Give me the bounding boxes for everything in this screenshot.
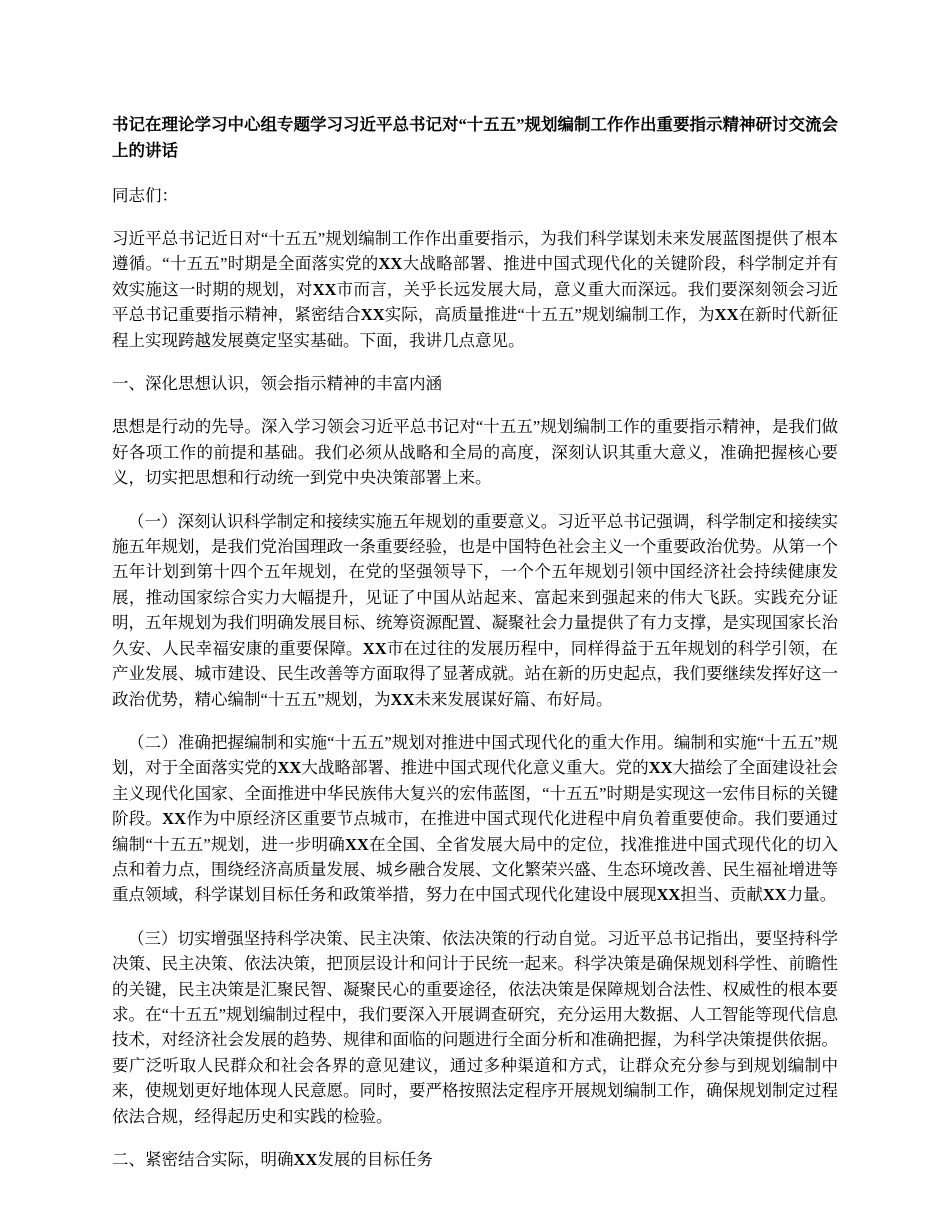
emphasis-token: XX (656, 885, 681, 905)
emphasis-token: XX (762, 885, 787, 905)
document-body (112, 226, 838, 1172)
emphasis-token: XX (162, 809, 186, 829)
emphasis-token: XX (648, 758, 673, 778)
page-title: 书记在理论学习中心组专题学习习近平总书记对“十五五”规划编制工作作出重要指示精神研讨交流会上的讲话 (112, 115, 838, 160)
emphasis-token: XX (378, 254, 403, 274)
emphasis-token: XX (312, 279, 337, 299)
salutation: 同志们： (112, 186, 178, 205)
section-heading: 二、紧密结合实际，明确XX发展的目标任务 (112, 1150, 433, 1169)
body-paragraph: （一）深刻认识科学制定和接续实施五年规划的重要意义。习近平总书记强调，科学制定和接续实施五年规划，是我们党治国理政一条重要经验，也是中国特色社会主义一个重要政治优势。从第一个五年计划到第十四个五年规划，在党的坚强领导下，一个个五年规划引领中国经济社会持续健康发展，推动国家综合实力大幅提升，见证了中国从站起来、富起来到强起来的伟大飞跃。实践充分证明，五年规划为我们明确发展目标、统筹资源配置、凝聚社会力量提供了有力支撑，是实现国家长治久安、人民幸福安康的重要保障。XX市在过往的发展历程中，同样得益于五年规划的科学引领，在产业发展、城市建设、民生改善等方面取得了显著成就。站在新的历史起点，我们要继续发挥好这一政治优势，精心编制“十五五”规划，为XX未来发展谋好篇、布好局。 (112, 511, 839, 709)
body-paragraph: （三）切实增强坚持科学决策、民主决策、依法决策的行动自觉。习近平总书记指出，要坚持科学决策、民主决策、依法决策，把顶层设计和问计于民统一起来。科学决策是确保规划科学性、前瞻性的关键，民主决策是汇聚民智、凝聚民心的重要途径，依法决策是保障规划合法性、权威性的根本要求。在“十五五”规划编制过程中，我们要深入开展调查研究，充分运用大数据、人工智能等现代信息技术，对经济社会发展的趋势、规律和面临的问题进行全面分析和准确把握，为科学决策提供依据。要广泛听取人民群众和社会各界的意见建议，通过多种渠道和方式，让群众充分参与到规划编制中来，使规划更好地体现人民意愿。同时，要严格按照法定程序开展规划编制工作，确保规划制定过程依法合规，经得起历史和实践的检验。 (112, 928, 838, 1126)
section-heading: 一、深化思想认识，领会指示精神的丰富内涵 (112, 374, 442, 394)
body-paragraph: 思想是行动的先导。深入学习领会习近平总书记对“十五五”规划编制工作的重要指示精神，是我们做好各项工作的前提和基础。我们必须从战略和全局的高度，深刻认识其重大意义，准确把握核心要义，切实把思想和行动统一到党中央决策部署上来。 (112, 417, 838, 488)
emphasis-token: XX (277, 758, 302, 778)
emphasis-token: XX (714, 305, 739, 325)
emphasis-token: XX (360, 305, 385, 325)
emphasis-token: XX (390, 689, 415, 709)
body-paragraph: 习近平总书记近日对“十五五”规划编制工作作出重要指示，为我们科学谋划未来发展蓝图提供了根本遵循。“十五五”时期是全面落实党的XX大战略部署、推进中国式现代化的关键阶段，科学制定并有效实施这一时期的规划，对XX市而言，关乎长远发展大局，意义重大而深远。我们要深刻领会习近平总书记重要指示精神，紧密结合XX实际，高质量推进“十五五”规划编制工作，为XX在新时代新征程上实现跨越发展奠定坚实基础。下面，我讲几点意见。 (112, 229, 839, 350)
emphasis-token: XX (344, 834, 369, 854)
emphasis-token: XX (293, 1150, 318, 1169)
body-paragraph: （二）准确把握编制和实施“十五五”规划对推进中国式现代化的重大作用。编制和实施“十五五”规划，对于全面落实党的XX大战略部署、推进中国式现代化意义重大。党的XX大描绘了全面建设社会主义现代化国家、全面推进中华民族伟大复兴的宏伟蓝图，“十五五”时期是实现这一宏伟目标的关键阶段。XX作为中原经济区重要节点城市，在推进中国式现代化进程中肩负着重要使命。我们要通过编制“十五五”规划，进一步明确XX在全国、全省发展大局中的定位，找准推进中国式现代化的切入点和着力点，围绕经济高质量发展、城乡融合发展、文化繁荣兴盛、生态环境改善、民生福祉增进等重点领域，科学谋划目标任务和政策举措，努力在中国式现代化建设中展现XX担当、贡献XX力量。 (112, 732, 839, 905)
emphasis-token: XX (362, 638, 387, 658)
